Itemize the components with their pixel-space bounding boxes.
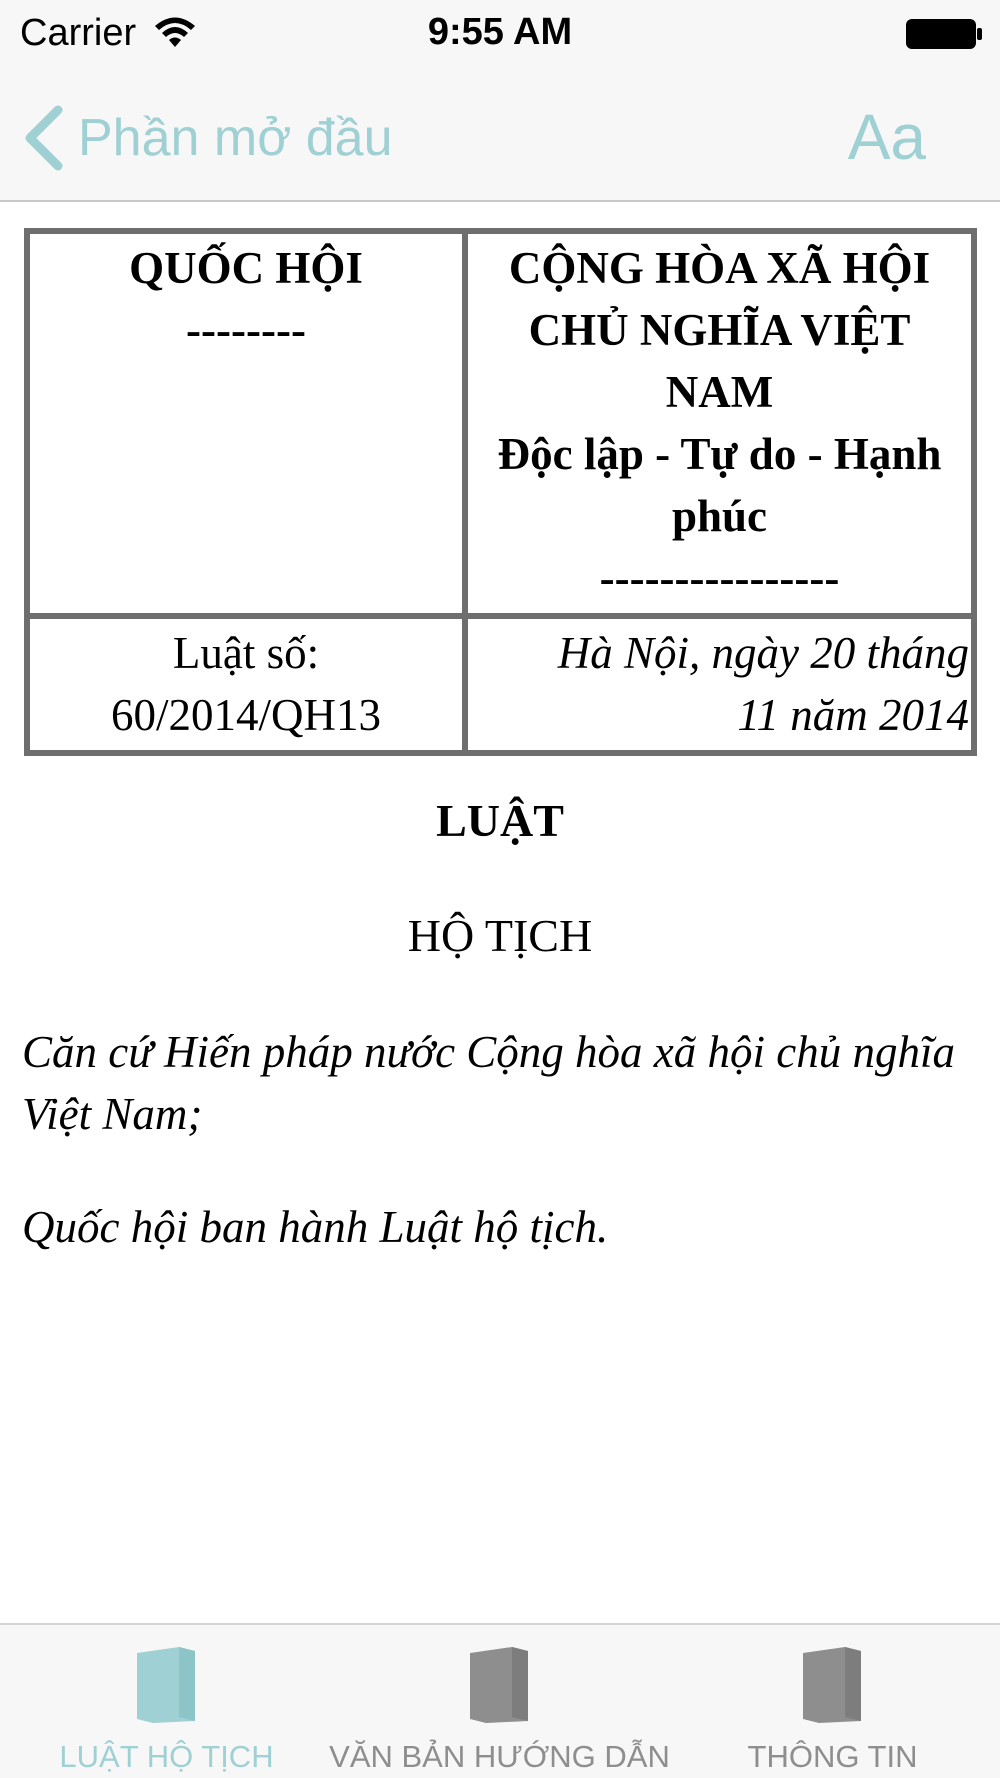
law-number: 60/2014/QH13 [111, 690, 381, 740]
tab-label: VĂN BẢN HƯỚNG DẪN [329, 1739, 670, 1774]
national-header-cell [465, 231, 974, 616]
national-title-line-2: CHỦ NGHĨA VIỆT [528, 305, 911, 355]
tab-thong-tin[interactable] [666, 1625, 999, 1778]
chevron-left-icon [22, 104, 66, 172]
national-title-line-1: CỘNG HÒA XÃ HỘI [508, 243, 931, 293]
back-button[interactable] [22, 98, 393, 178]
status-bar [0, 0, 1000, 70]
law-title: LUẬT [436, 795, 564, 846]
preamble-paragraph-2: Quốc hội ban hành Luật hộ tịch. [22, 1202, 609, 1252]
book-icon [468, 1645, 532, 1725]
date-line-1: Hà Nội, ngày 20 tháng [557, 628, 969, 678]
law-number-label: Luật số: [172, 628, 320, 678]
book-icon [135, 1645, 199, 1725]
law-subtitle: HỘ TỊCH [407, 910, 593, 961]
carrier-label: Carrier [20, 12, 137, 54]
law-number-cell [27, 616, 465, 753]
tab-label: LUẬT HỘ TỊCH [59, 1739, 274, 1774]
status-time: 9:55 AM [427, 11, 573, 53]
national-dashes: ---------------- [599, 553, 840, 603]
date-line-2: 11 năm 2014 [737, 690, 969, 740]
book-icon [801, 1645, 865, 1725]
issuer-cell [27, 231, 465, 616]
national-title-line-3: NAM [665, 367, 774, 417]
navigation-bar [0, 70, 1000, 202]
national-motto-line-2: phúc [671, 491, 768, 541]
tab-bar [0, 1623, 1000, 1778]
tab-van-ban-huong-dan[interactable] [329, 1625, 670, 1778]
tab-label: THÔNG TIN [747, 1739, 918, 1774]
font-size-button[interactable]: Aa [847, 101, 926, 173]
tab-luat-ho-tich[interactable] [0, 1625, 333, 1778]
document-header-table [24, 228, 977, 756]
preamble-paragraph-1: Căn cứ Hiến pháp nước Cộng hòa xã hội chủ nghĩa Việt Nam; [22, 1027, 956, 1139]
back-button-label: Phần mở đầu [78, 109, 393, 167]
battery-full-icon [905, 18, 983, 50]
date-cell [465, 616, 974, 753]
issuer-dashes: -------- [186, 305, 306, 355]
issuer-title: QUỐC HỘI [129, 243, 363, 293]
document-content [0, 204, 1000, 1624]
national-motto-line-1: Độc lập - Tự do - Hạnh [497, 429, 942, 479]
